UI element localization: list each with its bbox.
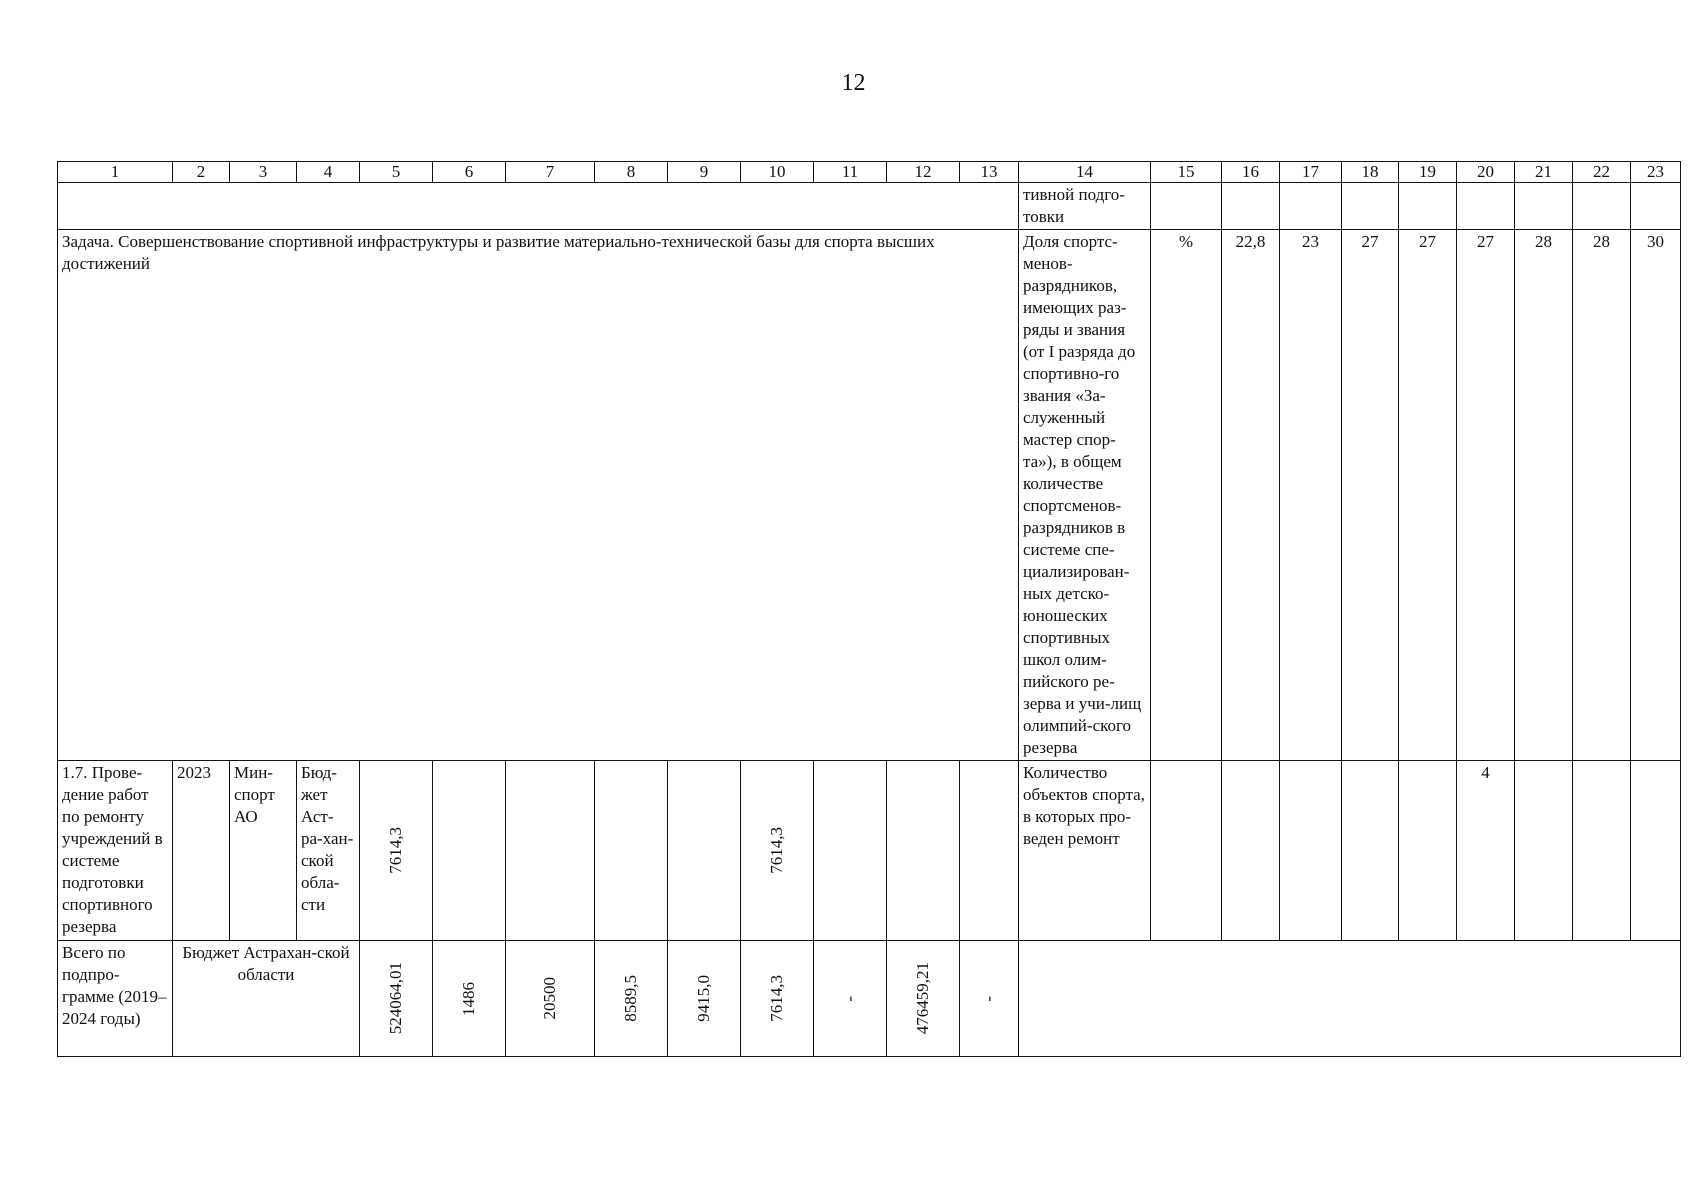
- task-value: 27: [1399, 230, 1457, 761]
- empty-cell: [1342, 761, 1399, 941]
- col-number: 9: [668, 162, 741, 183]
- empty-cell: [1151, 761, 1222, 941]
- measure-name: 1.7. Прове-дение работ по ремонту учреждений в системе подготовки спортивного резерва: [58, 761, 173, 941]
- measure-row-1-7: [58, 761, 1681, 941]
- empty-cell: [1399, 183, 1457, 230]
- total-col10-value: 7614,3: [767, 975, 786, 1022]
- col-number: 8: [595, 162, 668, 183]
- measure-col5-value: 7614,3: [386, 827, 405, 874]
- total-col13-value: -: [979, 995, 998, 1002]
- task-text: Задача. Совершенствование спортивной инфраструктуры и развитие материально-технической базы для спорта высших достижений: [58, 230, 1019, 761]
- col-number: 16: [1222, 162, 1280, 183]
- col-number: 22: [1573, 162, 1631, 183]
- measure-col10-value: 7614,3: [767, 827, 786, 874]
- task-value: 23: [1280, 230, 1342, 761]
- measure-indicator: Количество объектов спорта, в которых про-веден ремонт: [1019, 761, 1151, 941]
- measure-col20: 4: [1457, 761, 1515, 941]
- empty-cell: [1457, 183, 1515, 230]
- total-col5: [360, 941, 433, 1057]
- total-col6: [433, 941, 506, 1057]
- col-number: 5: [360, 162, 433, 183]
- continuation-indicator: тивной подго-товки: [1019, 183, 1151, 230]
- empty-cell: [506, 761, 595, 941]
- empty-cell: [960, 761, 1019, 941]
- empty-cell: [887, 761, 960, 941]
- continuation-empty: [58, 183, 1019, 230]
- measure-year: 2023: [173, 761, 230, 941]
- empty-cell: [1280, 183, 1342, 230]
- col-number: 18: [1342, 162, 1399, 183]
- total-row: [58, 941, 1681, 1057]
- measure-executor: Мин-спорт АО: [230, 761, 297, 941]
- empty-cell: [1515, 183, 1573, 230]
- total-col11-value: -: [840, 995, 859, 1002]
- col-number: 7: [506, 162, 595, 183]
- col-number: 2: [173, 162, 230, 183]
- col-number: 14: [1019, 162, 1151, 183]
- total-col7-value: 20500: [540, 977, 559, 1020]
- empty-cell: [1573, 761, 1631, 941]
- total-col9-value: 9415,0: [694, 975, 713, 1022]
- col-number: 1: [58, 162, 173, 183]
- total-col12: [887, 941, 960, 1057]
- empty-cell: [1515, 761, 1573, 941]
- measure-col10: [741, 761, 814, 941]
- task-value: 27: [1342, 230, 1399, 761]
- col-number: 11: [814, 162, 887, 183]
- col-number: 19: [1399, 162, 1457, 183]
- empty-cell: [1573, 183, 1631, 230]
- measure-col5: [360, 761, 433, 941]
- col-number: 23: [1631, 162, 1681, 183]
- total-col7: [506, 941, 595, 1057]
- total-col12-value: 476459,21: [913, 962, 932, 1035]
- empty-cell: [1631, 761, 1681, 941]
- empty-cell: [1631, 183, 1681, 230]
- measure-source: Бюд-жет Аст-ра-хан-ской обла-сти: [297, 761, 360, 941]
- total-empty: [1019, 941, 1681, 1057]
- empty-cell: [595, 761, 668, 941]
- total-label: Всего по подпро-грамме (2019–2024 годы): [58, 941, 173, 1057]
- empty-cell: [433, 761, 506, 941]
- col-number: 6: [433, 162, 506, 183]
- total-col11: [814, 941, 887, 1057]
- col-number: 12: [887, 162, 960, 183]
- task-value: 27: [1457, 230, 1515, 761]
- continuation-row: [58, 183, 1681, 230]
- total-source: Бюджет Астрахан-ской области: [173, 941, 360, 1057]
- col-number: 17: [1280, 162, 1342, 183]
- page-number: 12: [841, 70, 866, 96]
- col-number: 13: [960, 162, 1019, 183]
- total-col9: [668, 941, 741, 1057]
- empty-cell: [1222, 183, 1280, 230]
- total-col10: [741, 941, 814, 1057]
- program-table: [57, 161, 1681, 1057]
- total-col8-value: 8589,5: [621, 975, 640, 1022]
- task-value: 22,8: [1222, 230, 1280, 761]
- empty-cell: [1222, 761, 1280, 941]
- empty-cell: [1342, 183, 1399, 230]
- total-col8: [595, 941, 668, 1057]
- task-value: 28: [1573, 230, 1631, 761]
- empty-cell: [1280, 761, 1342, 941]
- task-indicator: Доля спортс-менов-разрядников, имеющих раз-ряды и звания (от I разряда до спортивно-го звания «За-служенный мастер спор-та»), в общем количестве спортсменов-разрядников в системе спе-циализирован-ных детско-юношеских спортивных школ олим-пийского ре-зерва и учи-лищ олимпий-ского резерва: [1019, 230, 1151, 761]
- col-number: 21: [1515, 162, 1573, 183]
- col-number: 10: [741, 162, 814, 183]
- col-number: 20: [1457, 162, 1515, 183]
- empty-cell: [1151, 183, 1222, 230]
- task-value: 30: [1631, 230, 1681, 761]
- empty-cell: [668, 761, 741, 941]
- col-number: 3: [230, 162, 297, 183]
- column-number-row: [58, 162, 1681, 183]
- task-value: 28: [1515, 230, 1573, 761]
- task-row: [58, 230, 1681, 761]
- empty-cell: [814, 761, 887, 941]
- col-number: 4: [297, 162, 360, 183]
- empty-cell: [1399, 761, 1457, 941]
- total-col5-value: 524064,01: [386, 962, 405, 1035]
- total-col6-value: 1486: [459, 981, 478, 1016]
- col-number: 15: [1151, 162, 1222, 183]
- task-unit: %: [1151, 230, 1222, 761]
- total-col13: [960, 941, 1019, 1057]
